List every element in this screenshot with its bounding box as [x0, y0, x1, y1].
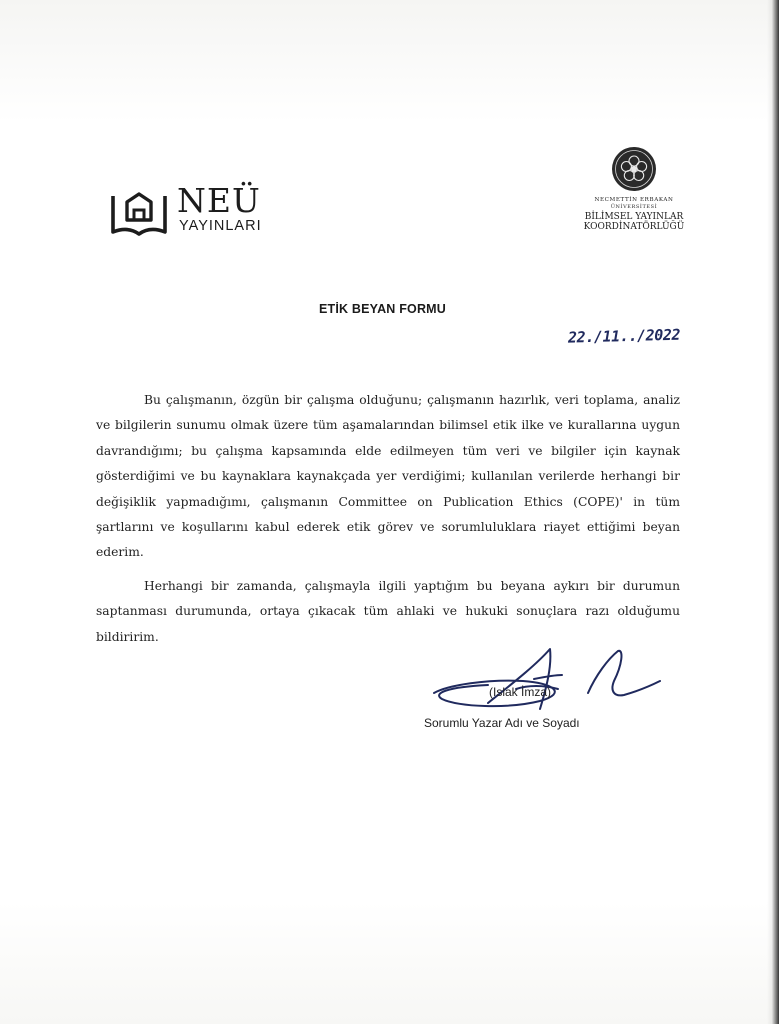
handwritten-signature — [428, 645, 668, 715]
responsible-author-label: Sorumlu Yazar Adı ve Soyadı — [424, 716, 580, 730]
handwritten-date: 22./11../2022 — [567, 325, 681, 347]
seal-university-line2: ÜNİVERSİTESİ — [610, 203, 658, 210]
seal-emblem-icon — [611, 146, 657, 192]
seal-unit-line1: BİLİMSEL YAYINLAR — [584, 211, 684, 222]
declaration-paragraph-2: Herhangi bir zamanda, çalışmayla ilgili yaptığım bu beyana aykırı bir durumun saptanması durumunda, ortaya çıkacak tüm ahlaki ve hukuki sonuçlara razı olduğumu bildiririm. — [96, 578, 680, 644]
form-title — [0, 302, 779, 316]
logo-subtitle: YAYINLARI — [179, 218, 262, 234]
declaration-paragraph-1: Bu çalışmanın, özgün bir çalışma olduğunu; çalışmanın hazırlık, veri toplama, analiz ve bilgilerin sunumu olmak üzere tüm aşamalarından bilimsel etik ilke ve kurallarına uygun davrandığımı; bu çalışma kapsamında elde edilmeyen tüm veri ve bilgiler için kaynak gösterdiğimi ve bu kaynaklara kaynakçada yer verdiğimi; kullanılan verilerde herhangi bir değişiklik yapmadığımı, çalışmanın Committee on Publication Ethics (COPE)' in tüm şartlarını ve koşullarını kabul ederek etik görev ve sorumluluklara riayet ettiğimi beyan ederim. — [96, 393, 680, 560]
logo-word: NEÜ — [177, 181, 261, 220]
wet-signature-label: (Islak İmza) — [489, 685, 552, 699]
declaration-body — [96, 388, 680, 650]
university-seal — [560, 146, 708, 240]
seal-university-line1: NECMETTİN ERBAKAN — [594, 197, 674, 203]
form-title-text: ETİK BEYAN FORMU — [318, 302, 447, 316]
seal-unit-line2: KOORDİNATÖRLÜĞÜ — [583, 222, 685, 233]
page-edge-shadow — [767, 0, 779, 1024]
neu-yayinlari-logo — [107, 181, 267, 242]
open-book-icon — [107, 186, 171, 240]
